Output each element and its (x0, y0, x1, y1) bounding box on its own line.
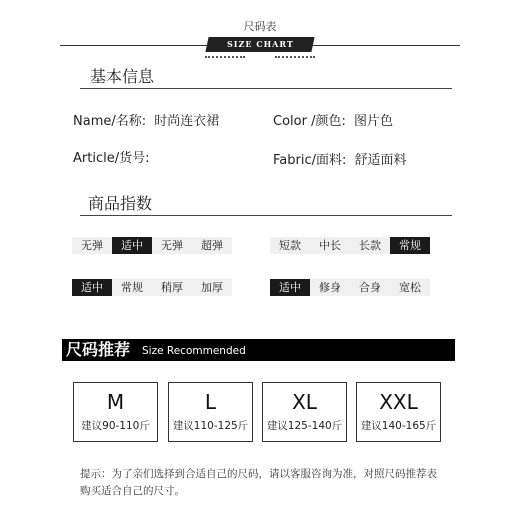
size-label: L (204, 390, 217, 414)
size-chart-tag (205, 37, 314, 52)
index-option: 宽松 (390, 279, 430, 296)
index-option: 稍厚 (152, 279, 192, 296)
size-label: XL (292, 390, 317, 414)
index-option: 短款 (270, 237, 310, 254)
index-option: 无弹 (72, 237, 112, 254)
index-option: 修身 (310, 279, 350, 296)
index-group-fit (270, 279, 430, 296)
color-label: Color /颜色: (273, 114, 346, 129)
size-recommended-subtitle: Size Recommended (142, 345, 246, 357)
product-index-heading: 商品指数 (88, 194, 153, 213)
size-recommended-bar (62, 339, 455, 361)
index-option: 中长 (310, 237, 350, 254)
index-option-selected: 适中 (72, 279, 112, 296)
size-weight-range: 建议140-165斤 (360, 420, 437, 432)
index-option-selected: 常规 (390, 237, 430, 254)
size-card-m (73, 382, 158, 442)
size-label: XXL (379, 390, 418, 414)
size-weight-range: 建议90-110斤 (81, 420, 150, 432)
index-group-length (270, 237, 430, 254)
header-dots-left (205, 56, 245, 60)
header-dots-right (275, 56, 315, 60)
size-card-l (168, 382, 253, 442)
size-card-xxl (356, 382, 441, 442)
name-value: 时尚连衣裙 (154, 114, 220, 129)
index-option-selected: 适中 (112, 237, 152, 254)
size-tip: 提示：为了亲们选择到合适自己的尺码，请以客服咨询为准，对照尺码推荐表购买适合自己的尺寸。 (80, 468, 437, 497)
size-weight-range: 建议110-125斤 (172, 420, 249, 432)
size-recommended-title: 尺码推荐 (66, 340, 131, 359)
index-group-thickness (72, 279, 232, 296)
color-row (273, 110, 393, 129)
name-label: Name/名称: (73, 114, 147, 129)
index-option: 无弹 (152, 237, 192, 254)
name-row (73, 110, 219, 129)
index-option: 合身 (350, 279, 390, 296)
basic-info-heading: 基本信息 (90, 67, 155, 86)
index-option-selected: 适中 (270, 279, 310, 296)
product-index-divider (80, 215, 452, 216)
index-option: 加厚 (192, 279, 232, 296)
fabric-row (273, 149, 407, 168)
index-option: 长款 (350, 237, 390, 254)
size-label: M (106, 390, 125, 414)
color-value: 图片色 (353, 114, 393, 129)
index-option: 超弹 (192, 237, 232, 254)
index-group-elasticity (72, 237, 232, 254)
size-chart-tag-text: SIZE CHART (226, 39, 294, 49)
basic-info-divider (80, 88, 452, 89)
index-option: 常规 (112, 279, 152, 296)
fabric-value: 舒适面料 (354, 153, 407, 168)
article-row (73, 147, 149, 166)
fabric-label: Fabric/面料: (273, 153, 347, 168)
size-weight-range: 建议125-140斤 (266, 420, 343, 432)
size-chart-title: 尺码表 (243, 20, 277, 33)
size-card-xl (262, 382, 347, 442)
article-label: Article/货号: (73, 151, 150, 166)
